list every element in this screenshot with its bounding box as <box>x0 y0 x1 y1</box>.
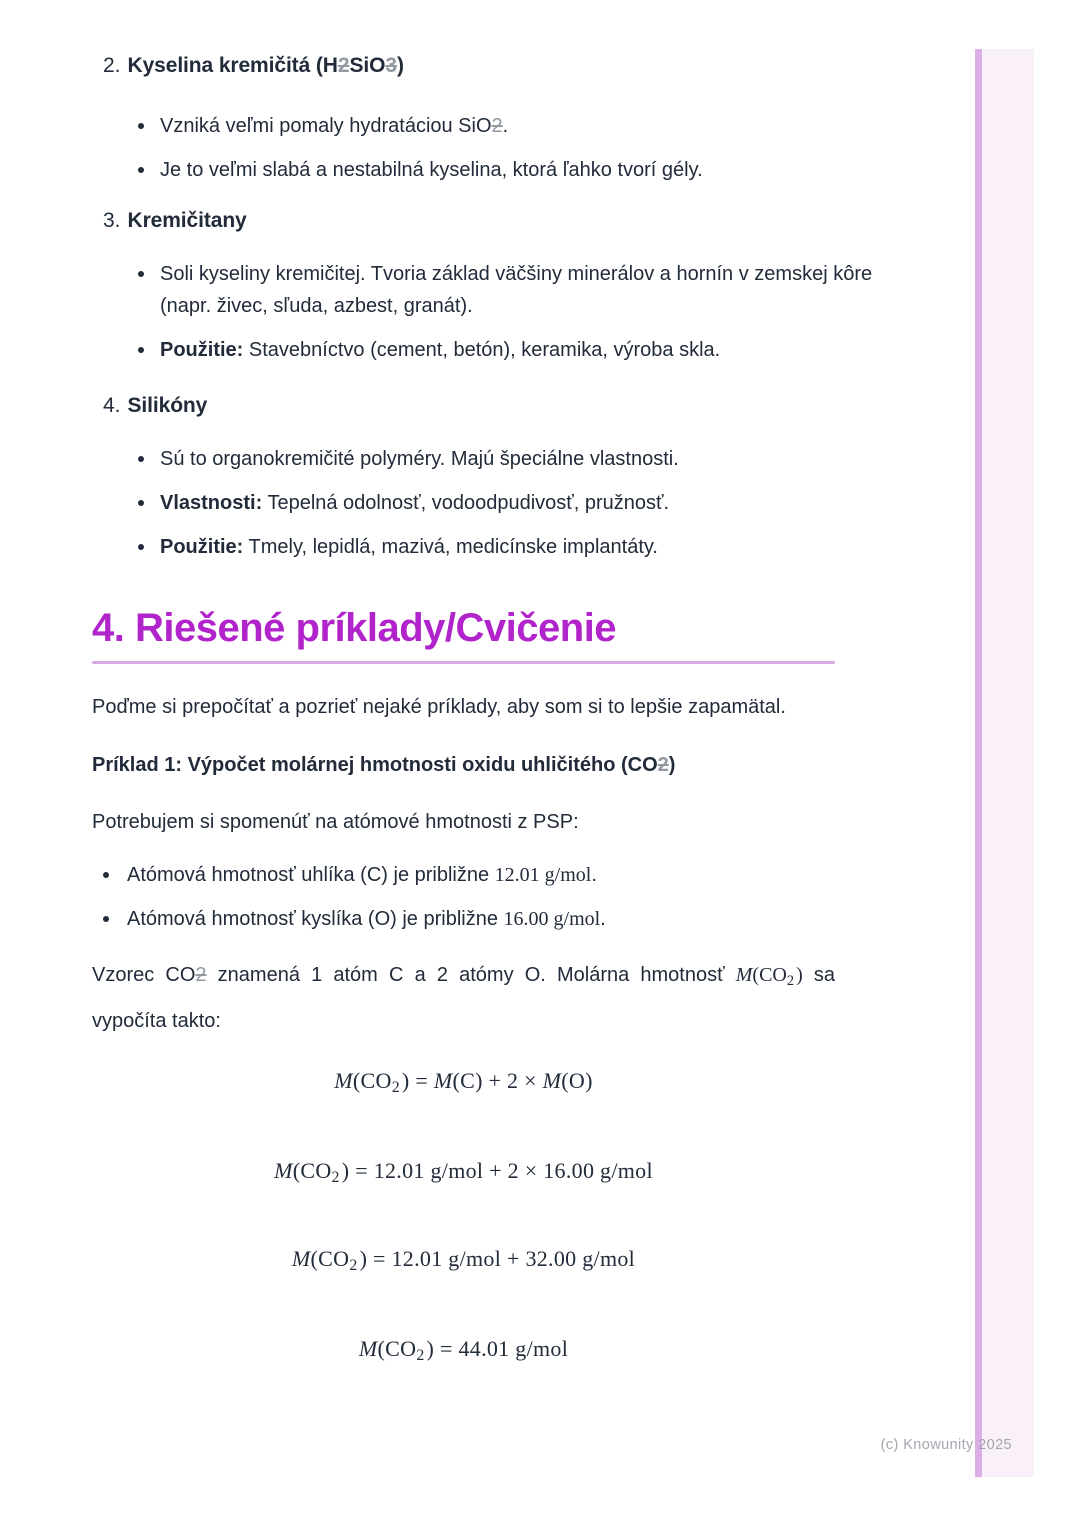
list-item <box>138 154 881 186</box>
outline-number: 4. <box>103 394 121 417</box>
vzorec-line-2: vypočíta takto: <box>92 1010 221 1033</box>
outline-title <box>128 392 208 419</box>
text-segment: 2 <box>786 973 795 990</box>
list-item <box>138 258 881 322</box>
text-segment: sa <box>802 964 836 986</box>
bullet-icon <box>138 456 144 462</box>
text-segment: 16.00 g/mol <box>503 908 601 930</box>
list-item <box>138 487 881 519</box>
text-segment: M <box>542 1068 562 1093</box>
text-segment: ) = <box>401 1068 434 1093</box>
bullet-icon <box>138 271 144 277</box>
outline-number: 2. <box>103 54 121 77</box>
bullet-icon <box>138 347 144 353</box>
text-segment: Silikóny <box>127 394 208 417</box>
text-segment: Je to veľmi slabá a nestabilná kyselina, ktorá ľahko tvorí gély. <box>160 159 703 181</box>
text-segment: (CO <box>292 1158 332 1183</box>
text-segment: (CO <box>352 1068 392 1093</box>
text-segment: (C) + 2 × <box>452 1068 543 1093</box>
vzorec-line-1 <box>92 955 835 1001</box>
list-item <box>138 443 881 475</box>
text-segment: . <box>591 864 597 886</box>
text-segment: . <box>502 115 509 137</box>
text-segment: M <box>358 1336 378 1361</box>
text-segment: Vzniká veľmi pomaly hydratáciou SiO <box>160 115 492 137</box>
heading-divider <box>92 661 835 664</box>
text-segment: 2 <box>195 964 207 986</box>
text-segment: (CO <box>752 964 787 986</box>
bullet-icon <box>103 872 109 878</box>
list-item-text <box>127 904 606 934</box>
bullet-icon <box>138 544 144 550</box>
section-heading: 4. Riešené príklady/Cvičenie <box>92 606 617 650</box>
text-segment: ) <box>396 54 404 77</box>
text-segment: . <box>600 908 606 930</box>
bullet-list-kyselina <box>92 110 881 186</box>
text-segment: ) <box>796 964 803 986</box>
list-item-text <box>160 443 679 475</box>
vzorec-paragraph <box>92 955 835 1041</box>
text-segment: Tmely, lepidlá, mazivá, medicínske implantáty. <box>243 536 658 558</box>
bullet-list-silikony <box>92 443 881 563</box>
bullet-icon <box>138 167 144 173</box>
text-segment: 12.01 g/mol <box>494 864 592 886</box>
text-segment: ) = 12.01 g/mol + 2 × 16.00 g/mol <box>341 1158 653 1183</box>
formula-partial-sum <box>92 1244 835 1281</box>
outline-heading-silikony <box>92 392 846 419</box>
text-segment: Atómová hmotnosť kyslíka (O) je približne <box>127 908 504 930</box>
text-segment: Soli kyseliny kremičitej. Tvoria základ väčšiny minerálov a hornín v zemskej kôre (napr. živec, sľuda, azbest, granát). <box>160 263 873 317</box>
text-segment: Sú to organokremičité polyméry. Majú špeciálne vlastnosti. <box>160 448 679 470</box>
text-segment: M <box>334 1068 353 1093</box>
text-segment: 2 <box>349 1257 358 1275</box>
text-segment: M <box>433 1068 453 1093</box>
bullet-icon <box>138 123 144 129</box>
list-item-text <box>160 258 881 322</box>
atom-mass-list <box>92 860 846 934</box>
copyright-watermark: (c) Knowunity 2025 <box>880 1437 1012 1453</box>
text-segment: Stavebníctvo (cement, betón), keramika, výroba skla. <box>243 339 721 361</box>
outline-heading-kremicitany <box>92 207 846 234</box>
list-item <box>103 860 846 890</box>
formula-molar-mass-definition <box>92 1066 835 1103</box>
text-segment: znamená 1 atóm C a 2 atómy O. Molárna hmotnosť <box>206 964 736 986</box>
text-segment: M <box>291 1246 311 1271</box>
text-segment: (O) <box>561 1068 593 1093</box>
text-segment: Tepelná odolnosť, vodoodpudivosť, pružnosť. <box>262 492 670 514</box>
text-segment: Kyselina kremičitá (H <box>127 54 338 77</box>
text-segment: 2 <box>416 1347 425 1365</box>
text-segment: Vzorec CO <box>92 964 196 986</box>
page-side-stripe <box>975 49 1034 1477</box>
bullet-icon <box>103 916 109 922</box>
list-item-text <box>127 860 597 890</box>
text-segment: Kremičitany <box>127 209 247 232</box>
list-item-text <box>160 334 720 366</box>
text-segment: Atómová hmotnosť uhlíka (C) je približne <box>127 864 495 886</box>
text-segment: 2 <box>331 1169 340 1187</box>
text-segment: ) = 12.01 g/mol + 32.00 g/mol <box>359 1246 636 1271</box>
list-item-text <box>160 487 669 519</box>
text-segment: SiO <box>349 54 386 77</box>
intro-paragraph: Poďme si prepočítať a pozrieť nejaké príklady, aby som si to lepšie zapamätal. <box>92 696 786 718</box>
text-segment: (CO <box>310 1246 350 1271</box>
outline-heading-kyselina-kremicita <box>92 52 846 79</box>
example-title <box>92 752 835 778</box>
text-segment: 2 <box>337 54 350 77</box>
list-item <box>138 110 881 142</box>
text-segment: M <box>735 964 753 986</box>
outline-number: 3. <box>103 209 121 232</box>
text-segment: 2 <box>391 1079 400 1097</box>
list-item-text <box>160 110 508 142</box>
text-segment: 2 <box>491 115 503 137</box>
list-item <box>138 334 881 366</box>
list-item <box>138 531 881 563</box>
text-segment: 3 <box>385 54 397 77</box>
list-item-text <box>160 531 658 563</box>
text-segment: (CO <box>377 1336 417 1361</box>
list-item-text <box>160 154 703 186</box>
text-segment: Použitie: <box>160 339 244 361</box>
outline-title <box>128 207 247 234</box>
list-item <box>103 904 846 934</box>
text-segment: M <box>274 1158 293 1183</box>
text-segment: ) <box>668 754 676 776</box>
text-segment: 2 <box>657 754 669 776</box>
bullet-list-kremicitany <box>92 258 881 366</box>
bullet-icon <box>138 500 144 506</box>
text-segment: Vlastnosti: <box>160 492 263 514</box>
formula-substituted-values <box>92 1156 835 1193</box>
text-segment: Príklad 1: Výpočet molárnej hmotnosti oxidu uhličitého (CO <box>92 754 658 776</box>
psp-paragraph: Potrebujem si spomenúť na atómové hmotnosti z PSP: <box>92 811 579 833</box>
text-segment: Použitie: <box>160 536 244 558</box>
outline-title <box>128 52 404 79</box>
text-segment: ) = 44.01 g/mol <box>426 1336 569 1361</box>
formula-result <box>92 1334 835 1371</box>
